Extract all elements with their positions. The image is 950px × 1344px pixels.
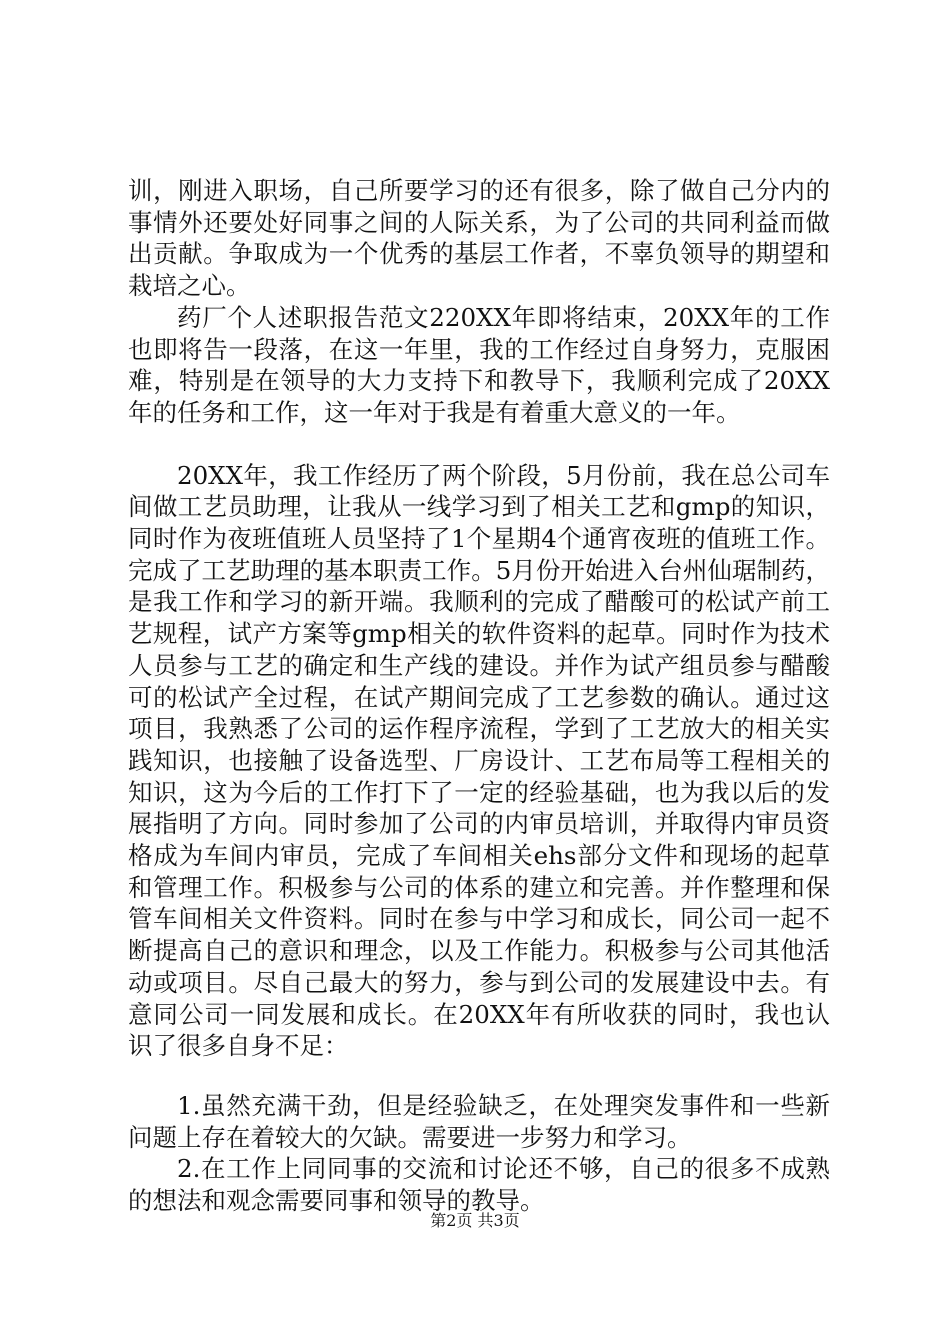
document-body [128, 175, 830, 1217]
paragraph-intro: 药厂个人述职报告范文220XX年即将结束，20XX年的工作也即将告一段落，在这一年里，我的工作经过自身努力，克服困难，特别是在领导的大力支持下和教导下，我顺利完成了20XX年的任务和工作，这一年对于我是有着重大意义的一年。 [128, 302, 830, 427]
page-footer: 第2页 共3页 [430, 1211, 520, 1230]
paragraph-continuation: 训，刚进入职场，自己所要学习的还有很多，除了做自己分内的事情外还要处好同事之间的人际关系，为了公司的共同利益而做出贡献。争取成为一个优秀的基层工作者，不辜负领导的期望和栽培之心。 [128, 176, 830, 301]
list-item-shortcoming-1: 1.虽然充满干劲，但是经验缺乏，在处理突发事件和一些新问题上存在着较大的欠缺。需要进一步努力和学习。 [128, 1090, 830, 1152]
paragraph-work-summary: 20XX年，我工作经历了两个阶段，5月份前，我在总公司车间做工艺员助理，让我从一线学习到了相关工艺和gmp的知识，同时作为夜班值班人员坚持了1个星期4个通宵夜班的值班工作。完成了工艺助理的基本职责工作。5月份开始进入台州仙琚制药，是我工作和学习的新开端。我顺利的完成了醋酸可的松试产前工艺规程，试产方案等gmp相关的软件资料的起草。同时作为技术人员参与工艺的确定和生产线的建设。并作为试产组员参与醋酸可的松试产全过程，在试产期间完成了工艺参数的确认。通过这项目，我熟悉了公司的运作程序流程，学到了工艺放大的相关实践知识，也接触了设备选型、厂房设计、工艺布局等工程相关的知识，这为今后的工作打下了一定的经验基础，也为我以后的发展指明了方向。同时参加了公司的内审员培训，并取得内审员资格成为车间内审员，完成了车间相关ehs部分文件和现场的起草和管理工作。积极参与公司的体系的建立和完善。并作整理和保管车间相关文件资料。同时在参与中学习和成长，同公司一起不断提高自己的意识和理念，以及工作能力。积极参与公司其他活动或项目。尽自己最大的努力，参与到公司的发展建设中去。有意同公司一同发展和成长。在20XX年有所收获的同时，我也认识了很多自身不足： [128, 460, 830, 1061]
list-item-shortcoming-2: 2.在工作上同同事的交流和讨论还不够，自己的很多不成熟的想法和观念需要同事和领导的教导。 [128, 1154, 830, 1216]
